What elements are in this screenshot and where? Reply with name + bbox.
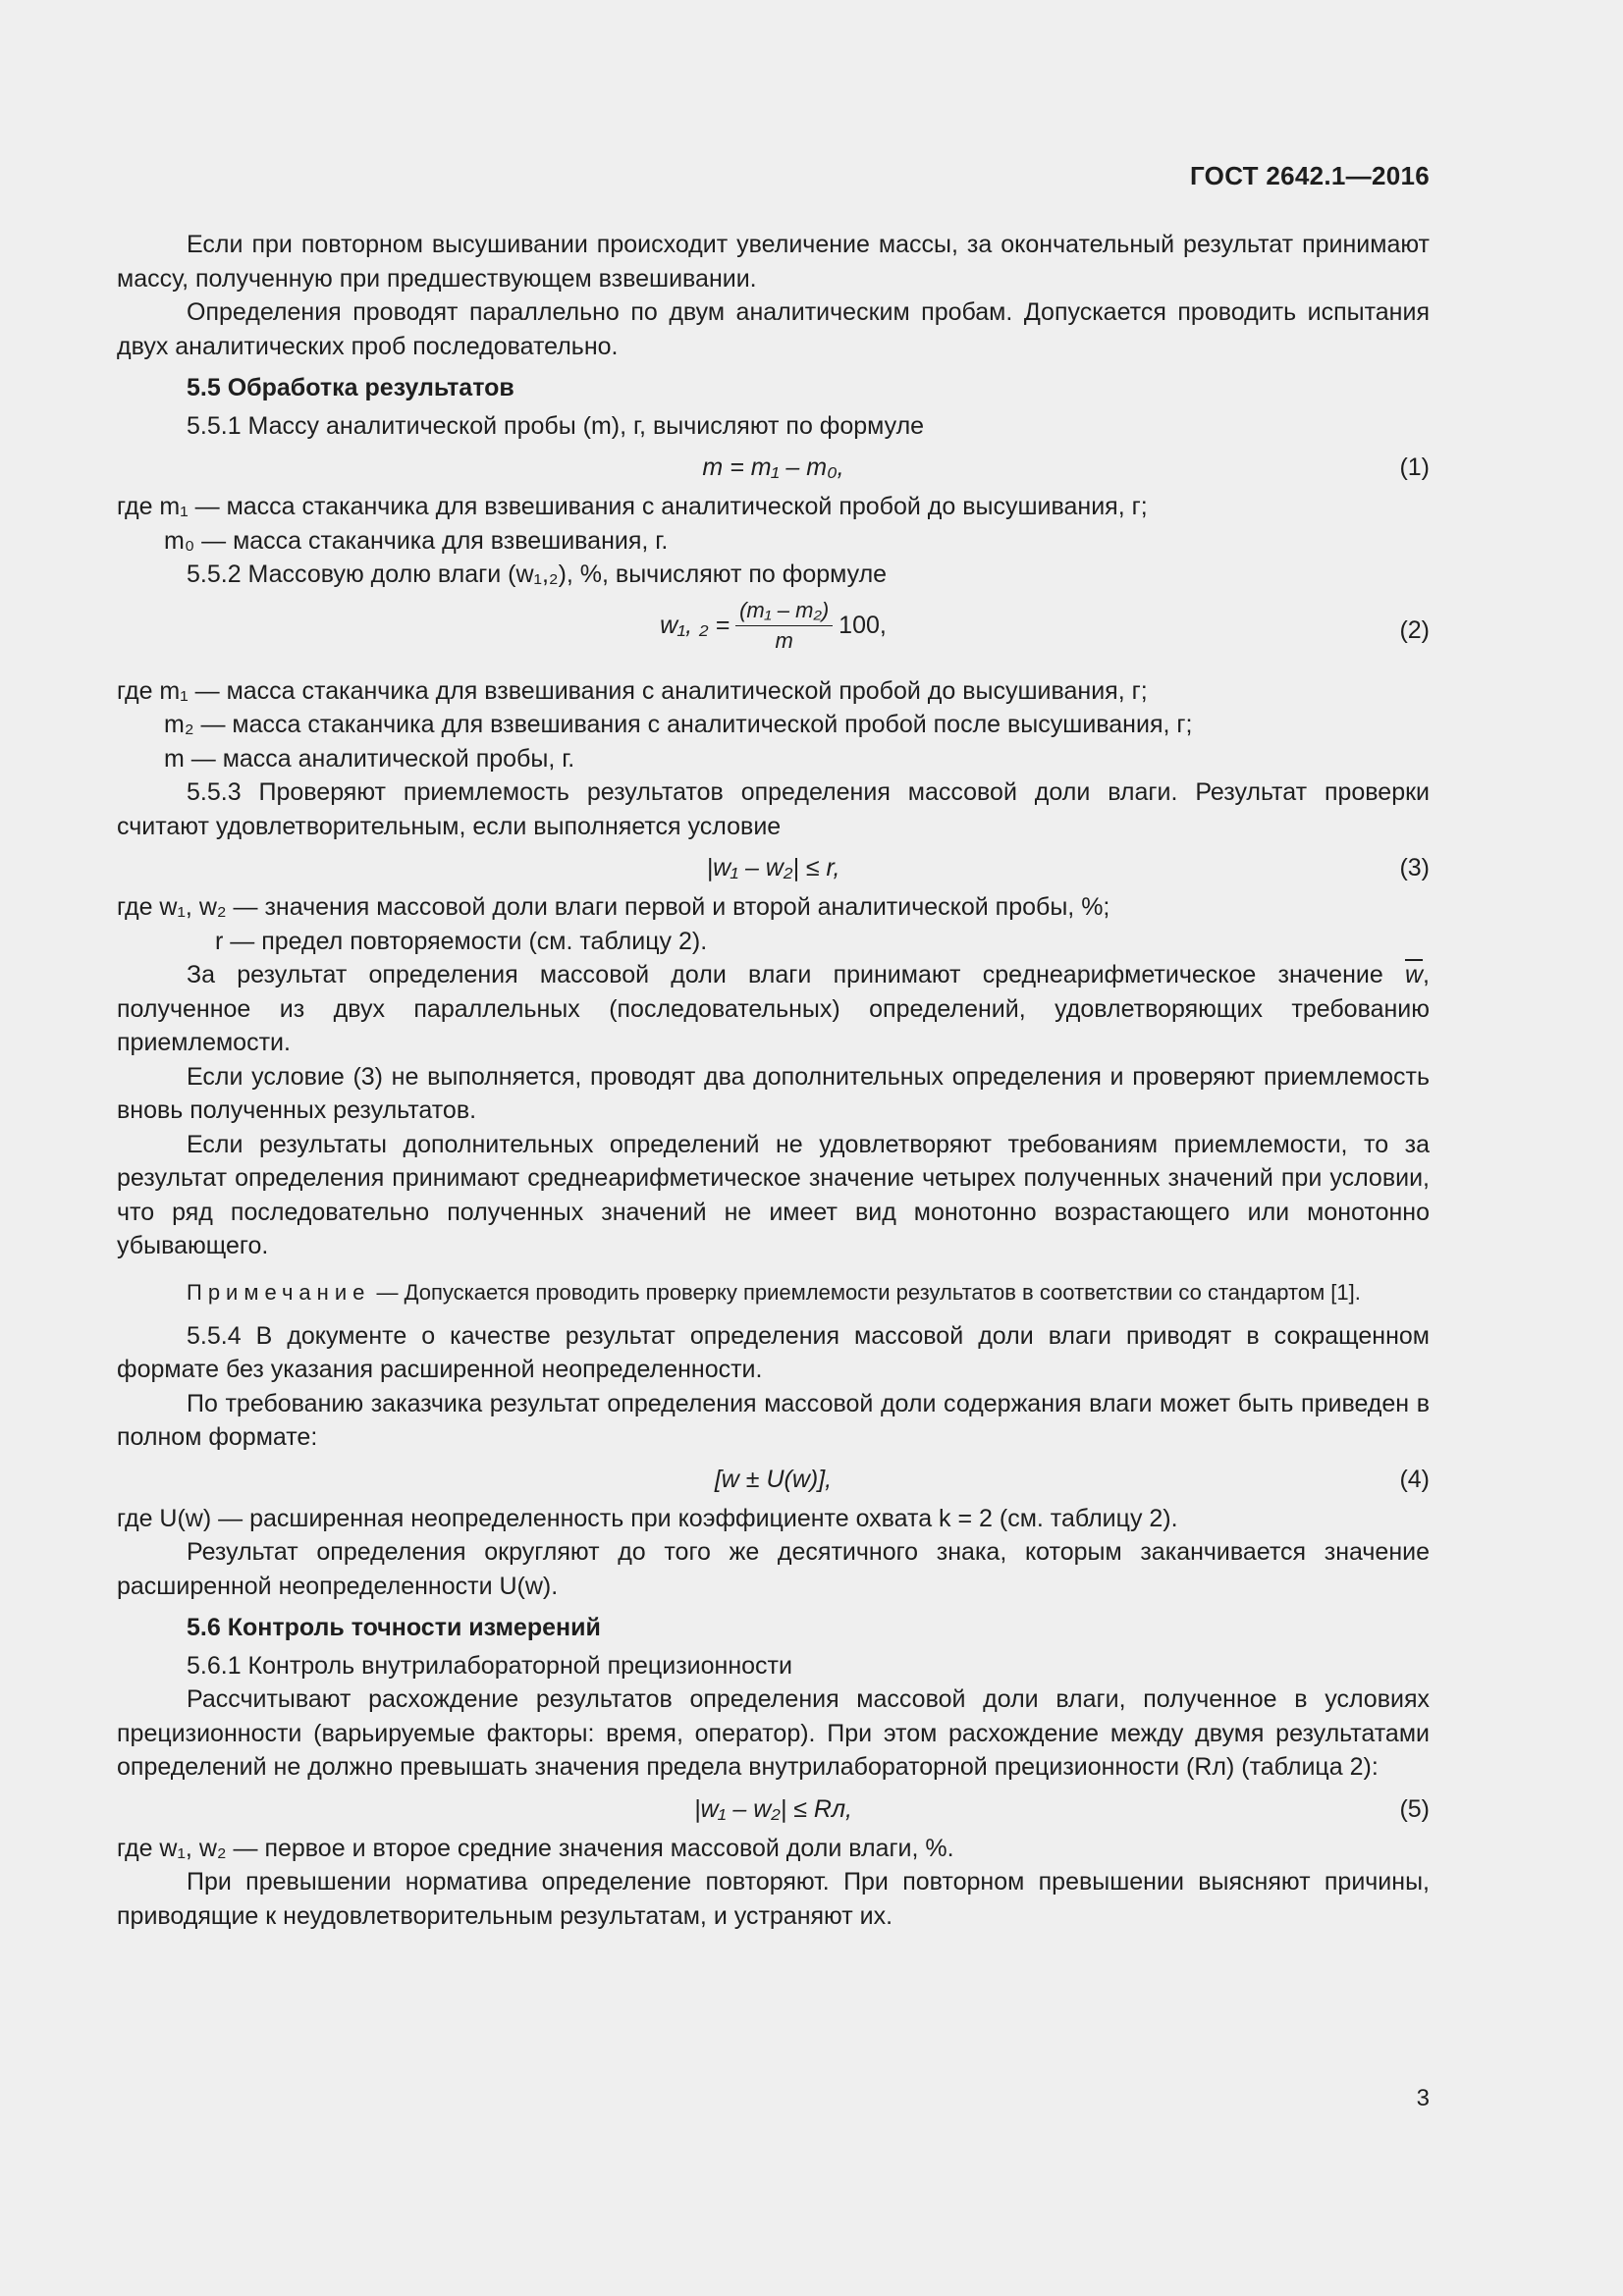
page-number: 3	[1416, 2085, 1430, 2111]
formula-3	[117, 847, 1430, 888]
clause-5-5-4: 5.5.4 В документе о качестве результат определения массовой доли влаги приводят в сокращенном формате без указания расширенной неопределенности.	[117, 1321, 1430, 1383]
clause-5-5-1: 5.5.1 Массу аналитической пробы (m), г, вычисляют по формуле	[187, 411, 925, 440]
clause-5-6-1: 5.6.1 Контроль внутрилабораторной прецизионности	[187, 1651, 792, 1680]
clause-5-5-2: 5.5.2 Массовую долю влаги (w₁,₂), %, вычисляют по формуле	[187, 561, 888, 588]
formula-1	[117, 447, 1430, 488]
where-line: где m₁ — масса стаканчика для взвешивания с аналитической пробой до высушивания, г;	[117, 493, 1148, 520]
note-text: — Допускается проводить проверку приемлемости результатов в соответствии со стандартом [1].	[370, 1279, 1361, 1305]
where-line: где m₁ — масса стаканчика для взвешивания с аналитической пробой до высушивания, г;	[117, 676, 1148, 705]
paragraph: Рассчитывают расхождение результатов определения массовой доли влаги, полученное в условиях прецизионности (варьируемые факторы: время, оператор). При этом расхождение между двумя результатами определений не должно превышать значения предела внутрилабораторной прецизионности (Rл) (таблица 2):	[117, 1685, 1430, 1781]
clause-5-5-3: 5.5.3 Проверяют приемлемость результатов определения массовой доли влаги. Результат проверки считают удовлетворительным, если выполняется условие	[117, 778, 1430, 840]
formula-2-rhs: 100,	[839, 612, 887, 639]
formula-2-lhs: w₁, ₂ =	[660, 612, 730, 639]
note-label: Примечание	[187, 1279, 371, 1305]
text-run: , полученное из двух параллельных (последовательных) определений, удовлетворяющих требованию приемлемости.	[117, 961, 1430, 1056]
where-line: m₂ — масса стаканчика для взвешивания с аналитической пробой после высушивания, г;	[164, 711, 1193, 738]
formula-2-fraction	[735, 596, 833, 656]
section-heading-5-6: 5.6 Контроль точности измерений	[187, 1614, 601, 1641]
formula-1-number: (1)	[1399, 454, 1430, 481]
formula-2-denominator: m	[775, 627, 793, 653]
paragraph: Определения проводят параллельно по двум аналитическим пробам. Допускается проводить испытания двух аналитических проб последовательно.	[117, 298, 1430, 360]
paragraph: Результат определения округляют до того же десятичного знака, которым заканчивается значение расширенной неопределенности U(w).	[117, 1538, 1430, 1600]
where-line: где U(w) — расширенная неопределенность при коэффициенте охвата k = 2 (см. таблицу 2).	[117, 1504, 1178, 1532]
paragraph: По требованию заказчика результат определения массовой доли содержания влаги может быть приведен в полном формате:	[117, 1389, 1430, 1451]
formula-2-expression	[660, 596, 887, 656]
formula-2-number: (2)	[1399, 615, 1430, 644]
paragraph: Если при повторном высушивании происходит увеличение массы, за окончательный результат принимают массу, полученную при предшествующем взвешивании.	[117, 231, 1430, 293]
formula-4-number: (4)	[1399, 1465, 1430, 1493]
formula-4-expression: [w ± U(w)],	[714, 1465, 833, 1493]
formula-3-expression: |w₁ – w₂| ≤ r,	[706, 854, 840, 881]
where-line: где w₁, w₂ — значения массовой доли влаги первой и второй аналитической пробы, %;	[117, 893, 1110, 921]
formula-5-number: (5)	[1399, 1794, 1430, 1823]
where-line: где w₁, w₂ — первое и второе средние значения массовой доли влаги, %.	[117, 1834, 954, 1862]
paragraph: Если условие (3) не выполняется, проводят два дополнительных определения и проверяют приемлемость вновь полученных результатов.	[117, 1062, 1430, 1124]
where-line: m — масса аналитической пробы, г.	[164, 744, 575, 773]
formula-1-expression: m = m₁ – m₀,	[702, 454, 844, 481]
where-line: r — предел повторяемости (см. таблицу 2).	[215, 927, 708, 955]
paragraph: При превышении норматива определение повторяют. При повторном превышении выясняют причины, приводящие к неудовлетворительным результатам, и устраняют их.	[117, 1868, 1430, 1930]
section-heading-5-5: 5.5 Обработка результатов	[187, 374, 514, 401]
paragraph: Если результаты дополнительных определений не удовлетворяют требованиям приемлемости, то за результат определения принимают среднеарифметическое значение четырех полученных значений при условии, что ряд последовательно полученных значений не имеет вид монотонно возрастающего или монотонно убывающего.	[117, 1130, 1430, 1259]
formula-5-expression: |w₁ – w₂| ≤ Rл,	[693, 1794, 853, 1823]
paragraph	[117, 958, 1430, 1060]
formula-5	[117, 1789, 1430, 1830]
page-content	[117, 228, 1430, 1933]
formula-2-numerator: (m₁ – m₂)	[735, 596, 833, 626]
where-line: m₀ — масса стаканчика для взвешивания, г.	[164, 526, 669, 555]
formula-4	[117, 1459, 1430, 1500]
note	[117, 1277, 1430, 1308]
formula-3-number: (3)	[1399, 854, 1430, 881]
text-run: За результат определения массовой доли влаги принимают среднеарифметическое значение	[187, 961, 1405, 988]
mean-symbol: $\overline{w}$	[1404, 961, 1424, 988]
formula-2	[117, 596, 1430, 672]
document-header: ГОСТ 2642.1—2016	[1189, 161, 1430, 190]
